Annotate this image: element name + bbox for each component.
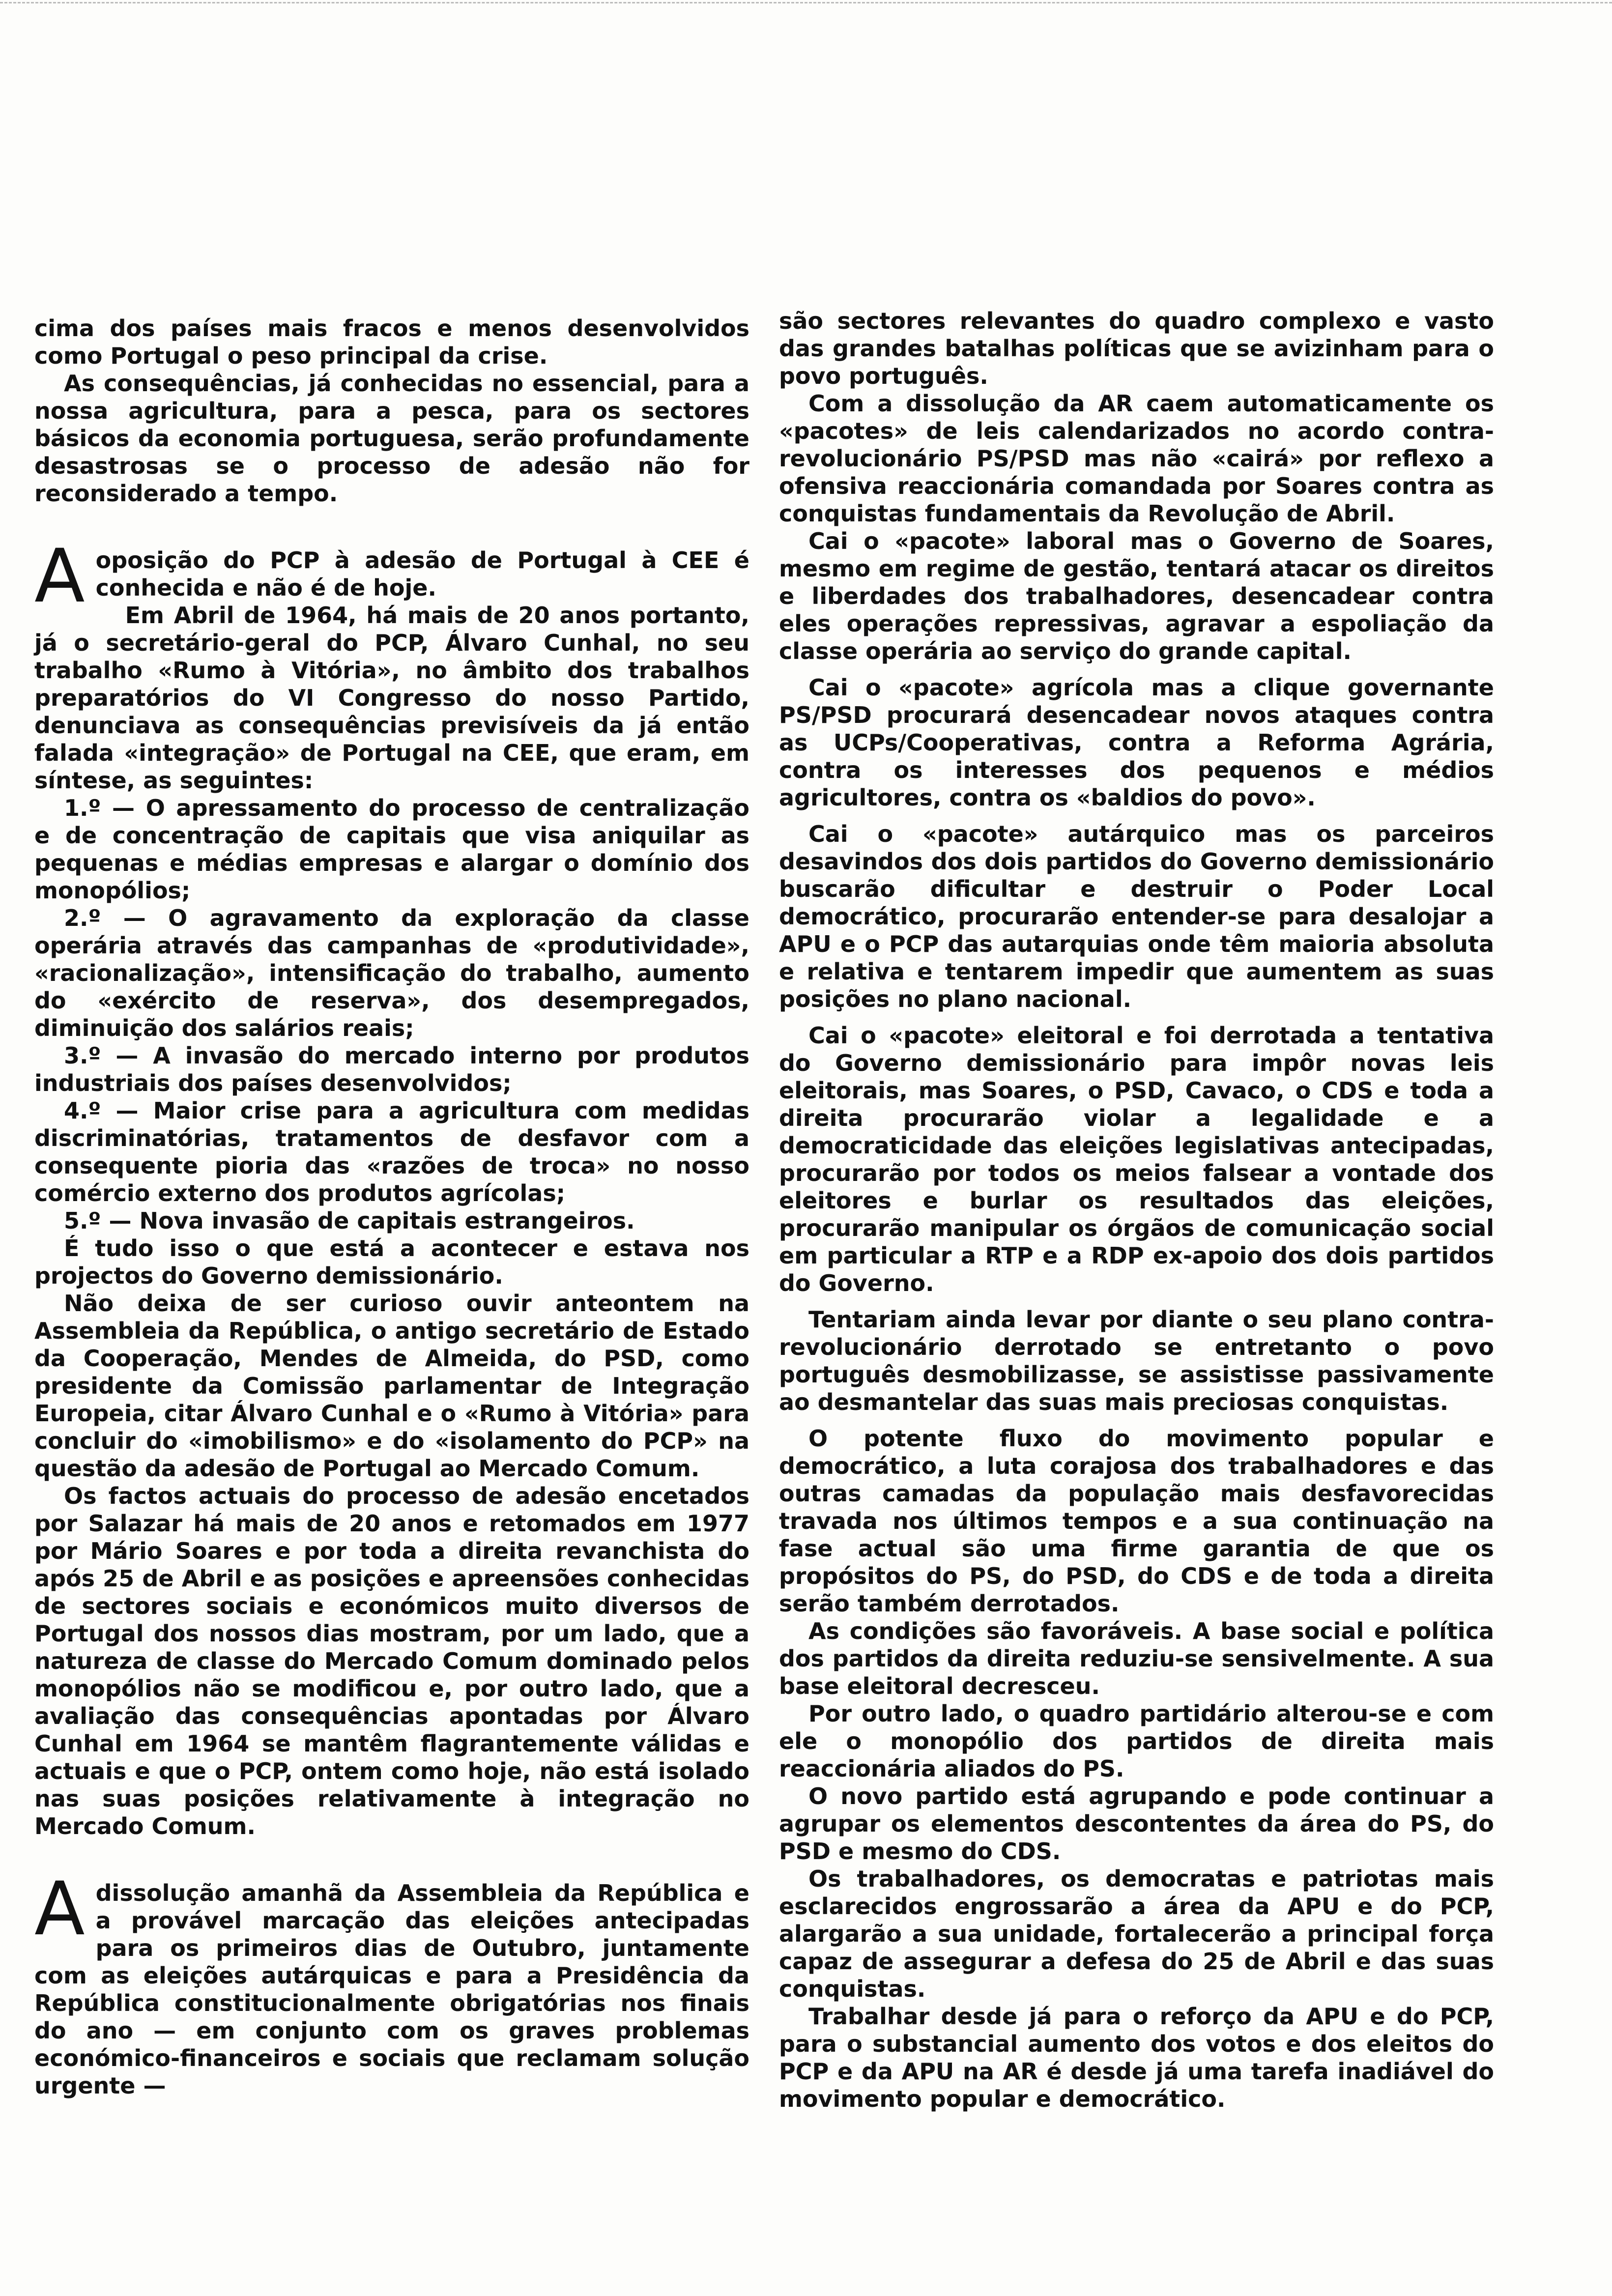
list-item: 4.º — Maior crise para a agricultura com medidas discriminatórias, tratamentos de desfavor com a consequente pioria das «razões de troca» no nosso comércio externo dos produtos agrícolas; xyxy=(34,1097,749,1206)
paragraph: dissolução amanhã da Assembleia da República e a provável marcação das eleições antecipadas para os primeiros dias de Outubro, juntamente com as eleições autárquicas e para a Presidência da República constitucionalmente obrigatórias nos finais do ano — em conjunto com os graves problemas económico-financeiros e sociais que reclamam solução urgente — xyxy=(34,1880,749,2099)
paragraph: Não deixa de ser curioso ouvir anteontem na Assembleia da República, o antigo secretário de Estado da Cooperação, Mendes de Almeida, do PSD, como presidente da Comissão parlamentar de Integração Europeia, citar Álvaro Cunhal e o «Rumo à Vitória» para concluir do «imobilismo» e do «isolamento do PCP» na questão da adesão de Portugal ao Mercado Comum. xyxy=(34,1290,749,1482)
paragraph: Cai o «pacote» agrícola mas a clique governante PS/PSD procurará desencadear novos ataques contra as UCPs/Cooperativas, contra a Reforma Agrária, contra os interesses dos pequenos e médios agricultores, contra os «baldios do povo». xyxy=(779,674,1494,811)
paragraph: As consequências, já conhecidas no essencial, para a nossa agricultura, para a pesca, para os sectores básicos da economia portuguesa, serão profundamente desastrosas se o processo de adesão não for reconsiderado a tempo. xyxy=(34,370,749,507)
list-item: 1.º — O apressamento do processo de centralização e de concentração de capitais que visa aniquilar as pequenas e médias empresas e alargar o domínio dos monopólios; xyxy=(34,795,749,904)
left-column xyxy=(34,315,749,2099)
drop-cap: A xyxy=(34,534,85,619)
list-item: 5.º — Nova invasão de capitais estrangeiros. xyxy=(64,1207,635,1234)
section-cee xyxy=(34,534,749,1840)
paragraph: Trabalhar desde já para o reforço da APU e do PCP, para o substancial aumento dos votos e dos eleitos do PCP e da APU na AR é desde já uma tarefa inadiável do movimento popular e democrático. xyxy=(779,2003,1494,2112)
section-dissolucao xyxy=(34,1866,749,2099)
paragraph: Cai o «pacote» autárquico mas os parceiros desavindos dos dois partidos do Governo demissionário buscarão dificultar e destruir o Poder Local democrático, procurarão entender-se para desalojar a APU e o PCP das autarquias onde têm maioria absoluta e relativa e tentarem impedir que aumentem as suas posições no plano nacional. xyxy=(779,821,1494,1012)
paragraph: Os trabalhadores, os democratas e patriotas mais esclarecidos engrossarão a área da APU e do PCP, alargarão a sua unidade, fortalecerão a principal força capaz de assegurar a defesa do 25 de Abril e das suas conquistas. xyxy=(779,1866,1494,2002)
paragraph: oposição do PCP à adesão de Portugal à CEE é conhecida e não é de hoje. xyxy=(95,547,749,601)
paragraph: As condições são favoráveis. A base social e política dos partidos da direita reduziu-se sensivelmente. A sua base eleitoral decresceu. xyxy=(779,1618,1494,1699)
scan-top-edge xyxy=(0,2,1612,5)
paragraph: Cai o «pacote» laboral mas o Governo de Soares, mesmo em regime de gestão, tentará atacar os direitos e liberdades dos trabalhadores, desencadear contra eles operações repressivas, agravar a espoliação da classe operária ao serviço do grande capital. xyxy=(779,528,1494,664)
list-item: 2.º — O agravamento da exploração da classe operária através das campanhas de «produtividade», «racionalização», intensificação do trabalho, aumento do «exército de reserva», dos desempregados, diminuição dos salários reais; xyxy=(34,905,749,1041)
paragraph: Os factos actuais do processo de adesão encetados por Salazar há mais de 20 anos e retomados em 1977 por Mário Soares e por toda a direita revanchista do após 25 de Abril e as posições e apreensões conhecidas de sectores sociais e económicos muito diversos de Portugal dos nossos dias mostram, por um lado, que a natureza de classe do Mercado Comum dominado pelos monopólios não se modificou e, por outro lado, que a avaliação das consequências apontadas por Álvaro Cunhal em 1964 se mantêm flagrantemente válidas e actuais e que o PCP, ontem como hoje, não está isolado nas suas posições relativamente à integração no Mercado Comum. xyxy=(34,1483,749,1839)
paragraph: Tentariam ainda levar por diante o seu plano contra-revolucionário derrotado se entretanto o povo português desmobilizasse, se assistisse passivamente ao desmantelar das suas mais preciosas conquistas. xyxy=(779,1306,1494,1415)
drop-cap: A xyxy=(34,1866,85,1952)
right-column xyxy=(779,307,1494,2113)
paragraph: O novo partido está agrupando e pode continuar a agrupar os elementos descontentes da área do PS, do PSD e mesmo do CDS. xyxy=(779,1783,1494,1865)
paragraph: Cai o «pacote» eleitoral e foi derrotada a tentativa do Governo demissionário para impôr novas leis eleitorais, mas Soares, o PSD, Cavaco, o CDS e toda a direita procurarão violar a legalidade e a democraticidade das eleições legislativas antecipadas, procurarão por todos os meios falsear a vontade dos eleitores e burlar os resultados das eleições, procurarão manipular os órgãos de comunicação social em particular a RTP e a RDP ex-apoio dos dois partidos do Governo. xyxy=(779,1022,1494,1296)
paragraph: Com a dissolução da AR caem automaticamente os «pacotes» de leis calendarizados no acordo contra-revolucionário PS/PSD mas não «cairá» por reflexo a ofensiva reaccionária comandada por Soares contra as conquistas fundamentais da Revolução de Abril. xyxy=(779,390,1494,527)
paragraph: Por outro lado, o quadro partidário alterou-se e com ele o monopólio dos partidos de direita mais reaccionária aliados do PS. xyxy=(779,1700,1494,1782)
paragraph: É tudo isso o que está a acontecer e estava nos projectos do Governo demissionário. xyxy=(34,1235,749,1289)
list-item: 3.º — A invasão do mercado interno por produtos industriais dos países desenvolvidos; xyxy=(34,1042,749,1096)
paragraph: Em Abril de 1964, há mais de 20 anos portanto, já o secretário-geral do PCP, Álvaro Cunhal, no seu trabalho «Rumo à Vitória», no âmbito dos trabalhos preparatórios do VI Congresso do nosso Partido, denunciava as consequências previsíveis da já então falada «integração» de Portugal na CEE, que eram, em síntese, as seguintes: xyxy=(34,602,749,794)
paragraph: O potente fluxo do movimento popular e democrático, a luta corajosa dos trabalhadores e das outras camadas da população mais desfavorecidas travada nos últimos tempos e a sua continuação na fase actual são uma firme garantia de que os propósitos do PS, do PSD, do CDS e de toda a direita serão também derrotados. xyxy=(779,1425,1494,1617)
paragraph: cima dos países mais fracos e menos desenvolvidos como Portugal o peso principal da crise. xyxy=(34,315,749,369)
paragraph: são sectores relevantes do quadro complexo e vasto das grandes batalhas políticas que se avizinham para o povo português. xyxy=(779,308,1494,389)
